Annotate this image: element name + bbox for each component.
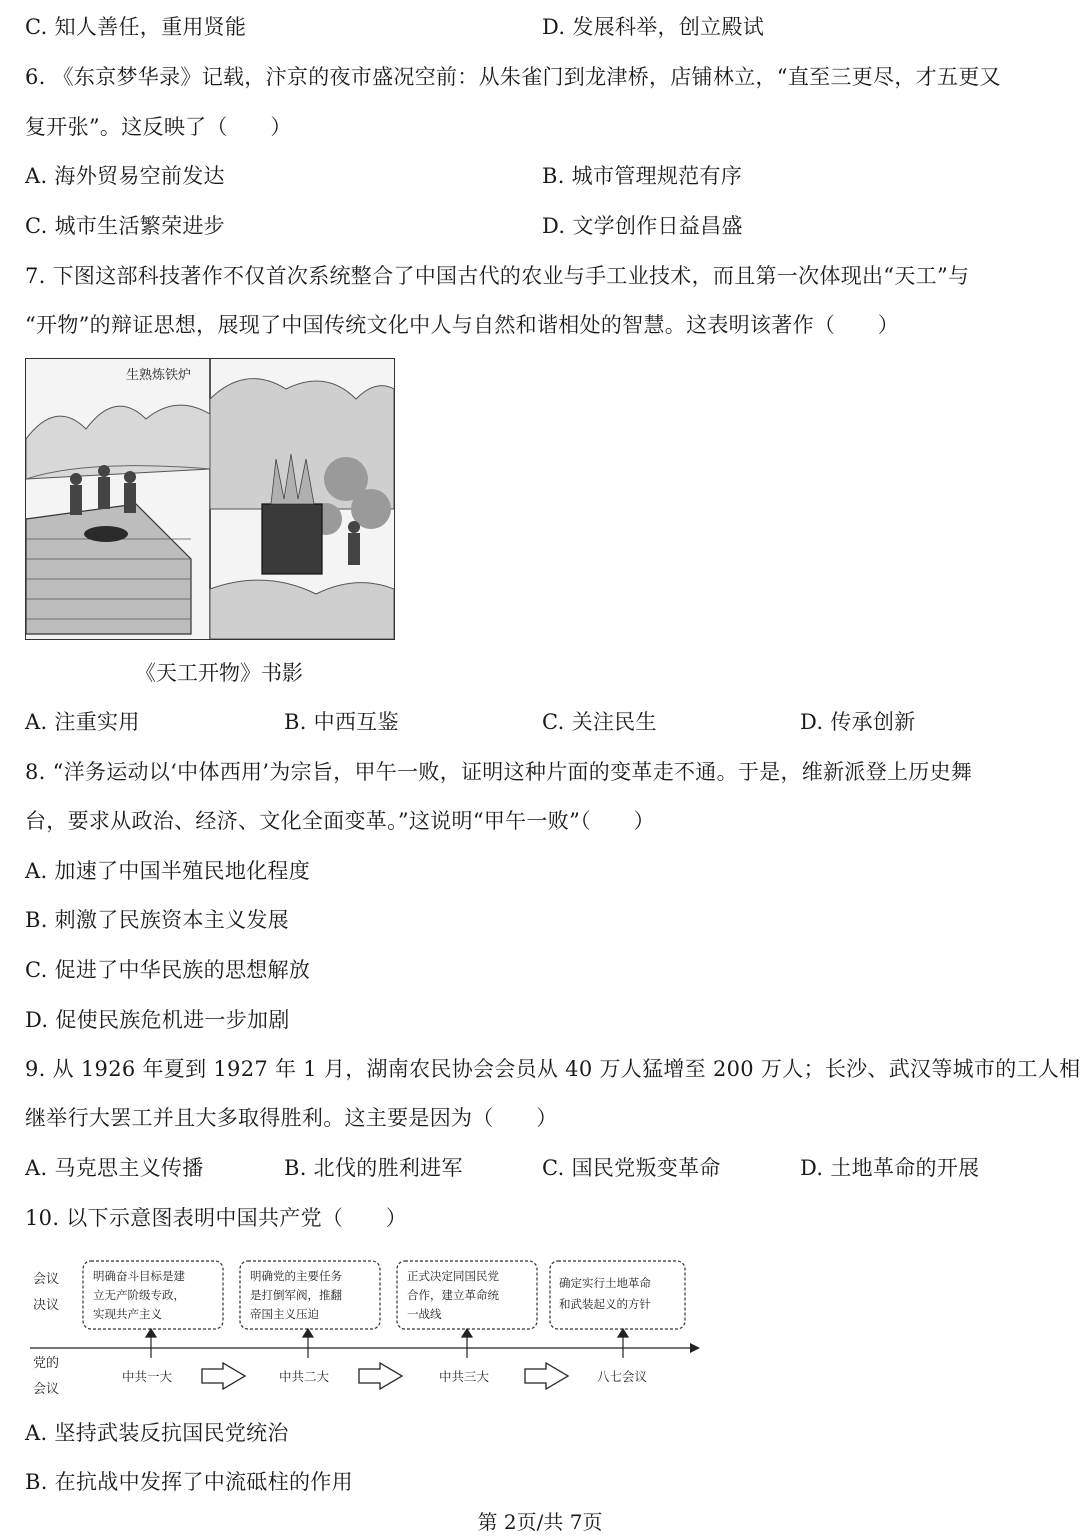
q10-stem: 10. 以下示意图表明中国共产党（ ） [25,1206,408,1230]
q9-stem-line1: 9. 从 1926 年夏到 1927 年 1 月，湖南农民协会会员从 40 万人猛增至 200 万人；长沙、武汉等城市的工人相 [25,1057,1080,1081]
q10-option-b: B. 在抗战中发挥了中流砥柱的作用 [25,1470,353,1494]
row-label-resolution-1: 会议 [33,1272,60,1287]
resolution-1-line2: 立无产阶级专政， [93,1288,185,1302]
resolution-2-line2: 是打倒军阀，推翻 [250,1288,342,1302]
page-footer: 第 2页/共 7页 [477,1510,603,1534]
q7-option-c: C. 关注民生 [542,710,657,734]
q9-option-d: D. 土地革命的开展 [800,1156,980,1180]
resolution-2-line3: 帝国主义压迫 [250,1307,319,1321]
q6-option-b: B. 城市管理规范有序 [542,164,743,188]
q6-option-d: D. 文学创作日益昌盛 [542,214,743,238]
progress-arrow-3 [525,1363,568,1389]
meeting-1: 中共一大 [122,1369,173,1384]
row-label-meeting-1: 党的 [33,1356,60,1371]
q6-option-c: C. 城市生活繁荣进步 [25,214,225,238]
cpc-meetings-diagram [25,1255,705,1405]
q10-option-a: A. 坚持武装反抗国民党统治 [25,1421,289,1445]
progress-arrow-1 [202,1363,245,1389]
q9-stem-line2: 继举行大罢工并且大多取得胜利。这主要是因为（ ） [25,1106,558,1130]
q7-option-d: D. 传承创新 [800,710,916,734]
q8-option-b: B. 刺激了民族资本主义发展 [25,908,289,932]
q9-option-c: C. 国民党叛变革命 [542,1156,721,1180]
resolution-1-line1: 明确奋斗目标是建 [93,1269,185,1283]
resolution-4-line1: 确定实行土地革命 [559,1276,651,1290]
q5-option-d: D. 发展科举，创立殿试 [542,15,765,39]
resolution-4-line2: 和武装起义的方针 [559,1297,651,1311]
resolution-3-line3: 一战线 [407,1307,442,1321]
resolution-3-line1: 正式决定同国民党 [407,1269,499,1283]
resolution-2-line1: 明确党的主要任务 [250,1269,342,1283]
q7-stem-line2: “开物”的辩证思想，展现了中国传统文化中人与自然和谐相处的智慧。这表明该著作（ ） [25,313,900,337]
resolution-3-line2: 合作，建立革命统 [407,1288,499,1302]
row-label-meeting-2: 会议 [33,1382,60,1397]
timeline-arrowhead [690,1343,700,1353]
q6-stem-line2: 复开张”。这反映了（ ） [25,115,292,139]
meeting-2: 中共二大 [279,1369,330,1384]
q9-option-a: A. 马克思主义传播 [25,1156,204,1180]
q7-stem-line1: 7. 下图这部科技著作不仅首次系统整合了中国古代的农业与手工业技术，而且第一次体现出“天工”与 [25,264,970,288]
resolution-1-line3: 实现共产主义 [93,1307,162,1321]
q6-option-a: A. 海外贸易空前发达 [25,164,225,188]
tiangong-kaiwu-illustration [25,358,395,640]
woodblock-print-image [26,359,394,639]
meeting-3: 中共三大 [439,1369,490,1384]
figure-title-label: 生熟炼铁炉 [126,368,192,383]
q8-option-a: A. 加速了中国半殖民地化程度 [25,859,311,883]
q7-option-a: A. 注重实用 [25,710,140,734]
row-label-resolution-2: 决议 [33,1298,60,1313]
meeting-4: 八七会议 [597,1369,648,1384]
q8-option-d: D. 促使民族危机进一步加剧 [25,1008,290,1032]
q9-option-b: B. 北伐的胜利进军 [284,1156,463,1180]
diagram-svg [25,1255,705,1405]
q6-stem-line1: 6. 《东京梦华录》记载，汴京的夜市盛况空前：从朱雀门到龙津桥，店铺林立，“直至三更尽，才五更又 [25,65,1001,89]
q8-stem-line2: 台，要求从政治、经济、文化全面变革。”这说明“甲午一败”（ ） [25,809,655,833]
progress-arrow-2 [359,1363,402,1389]
figure-caption: 《天工开物》书影 [135,661,303,685]
q7-option-b: B. 中西互鉴 [284,710,399,734]
q8-option-c: C. 促进了中华民族的思想解放 [25,958,311,982]
q5-option-c: C. 知人善任，重用贤能 [25,15,247,39]
q8-stem-line1: 8. “洋务运动以‘中体西用’为宗旨，甲午一败，证明这种片面的变革走不通。于是，维新派登上历史舞 [25,760,973,784]
